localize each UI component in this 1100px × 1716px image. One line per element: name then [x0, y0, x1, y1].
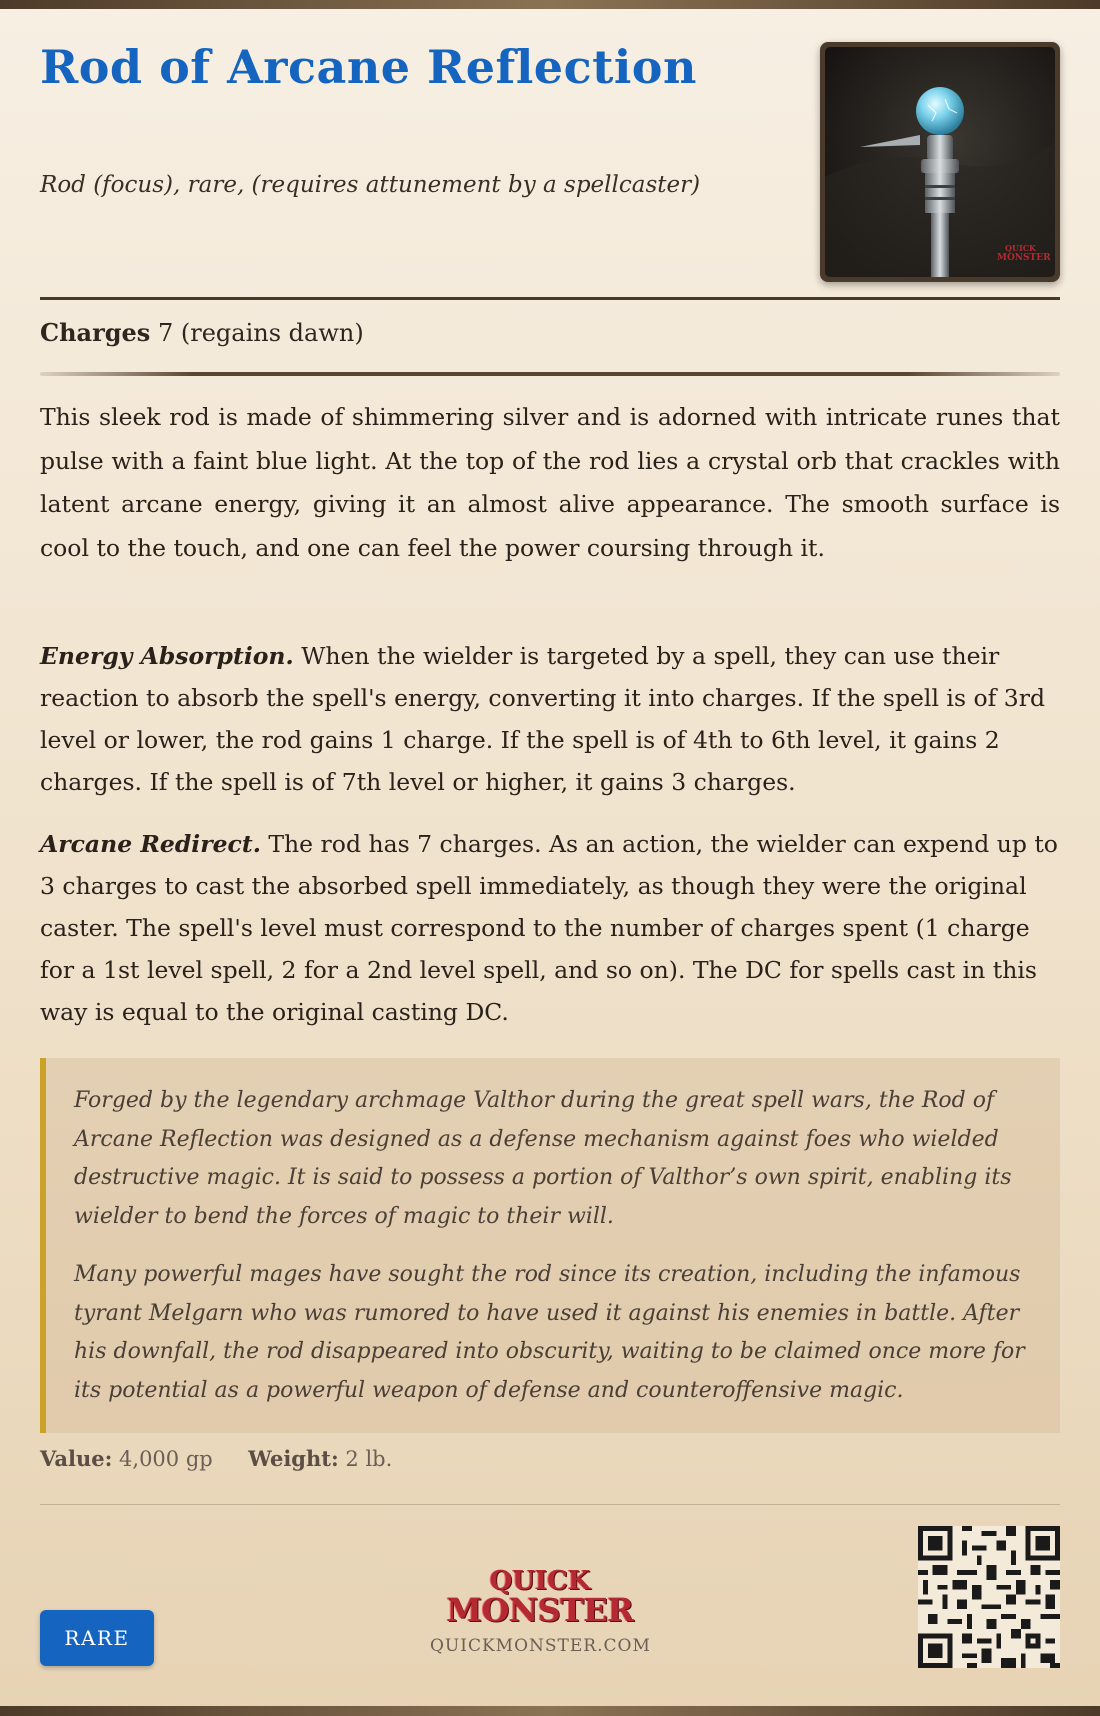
ability-text: The rod has 7 charges. As an action, the wielder can expend up to 3 charges to cast the absorbed spell immediately, as though they were the original caster. The spell's level must correspond to the number of charges spent (1 charge for a 1st level spell, 2 for a 2nd level spell, and so on). The DC for spells cast in this way is equal to the original casting DC.: [40, 830, 1058, 1026]
top-border: [0, 0, 1100, 9]
rod-portrait-image: [825, 47, 1055, 277]
rarity-badge: RARE: [40, 1610, 154, 1666]
header-divider: [40, 297, 1060, 300]
qr-code-icon[interactable]: [918, 1526, 1060, 1668]
lore-paragraph: Many powerful mages have sought the rod since its creation, including the infamous tyrant Melgarn who was rumored to have used it against his enemies in battle. After his downfall, the rod disappeared into obscurity, waiting to be claimed once more for its potential as a powerful weapon of defense and counteroffensive magic.: [74, 1262, 1025, 1403]
lore-paragraph: Forged by the legendary archmage Valthor during the great spell wars, the Rod of Arcane Reflection was designed as a defense mechanism against foes who wielded destructive magic. It is said to possess a portion of Valthor’s own spirit, enabling its wielder to bend the forces of magic to their will.: [74, 1088, 1012, 1229]
logo-line-quick: QUICK: [489, 1566, 591, 1596]
value-amount: 4,000 gp: [119, 1447, 213, 1471]
weight-label: Weight:: [248, 1446, 339, 1471]
item-meta: [40, 1446, 392, 1471]
bottom-border: [0, 1706, 1100, 1716]
svg-text:QUICK: QUICK: [1005, 243, 1037, 253]
quick-monster-logo[interactable]: [430, 1568, 650, 1656]
ability-name: Energy Absorption.: [40, 642, 294, 670]
weight-amount: 2 lb.: [345, 1447, 393, 1471]
ability-energy-absorption: [40, 635, 1060, 803]
charges-value: 7 (regains dawn): [157, 319, 364, 347]
charges-line: [40, 318, 364, 347]
item-subtitle: Rod (focus), rare, (requires attunement by a spellcaster): [40, 172, 701, 198]
charges-divider: [40, 372, 1060, 376]
item-description: This sleek rod is made of shimmering silver and is adorned with intricate runes that pulse with a faint blue light. At the top of the rod lies a crystal orb that crackles with latent arcane energy, giving it an almost alive appearance. The smooth surface is cool to the touch, and one can feel the power coursing through it.: [40, 403, 1060, 562]
lore-block: [40, 1058, 1060, 1433]
svg-text:MONSTER: MONSTER: [997, 253, 1051, 263]
site-url[interactable]: QUICKMONSTER.COM: [430, 1636, 651, 1656]
ability-text: When the wielder is targeted by a spell, they can use their reaction to absorb the spell's energy, converting it into charges. If the spell is of 3rd level or lower, the rod gains 1 charge. If the spell is of 4th to 6th level, it gains 2 charges. If the spell is of 7th level or higher, it gains 3 charges.: [40, 642, 1046, 796]
charges-label: Charges: [40, 318, 151, 347]
logo-line-monster: MONSTER: [446, 1591, 634, 1629]
item-title: Rod of Arcane Reflection: [40, 40, 697, 94]
value-label: Value:: [40, 1446, 113, 1471]
ability-name: Arcane Redirect.: [40, 830, 261, 858]
item-portrait: [820, 42, 1060, 282]
ability-arcane-redirect: [40, 823, 1060, 1033]
footer-divider: [40, 1504, 1060, 1505]
